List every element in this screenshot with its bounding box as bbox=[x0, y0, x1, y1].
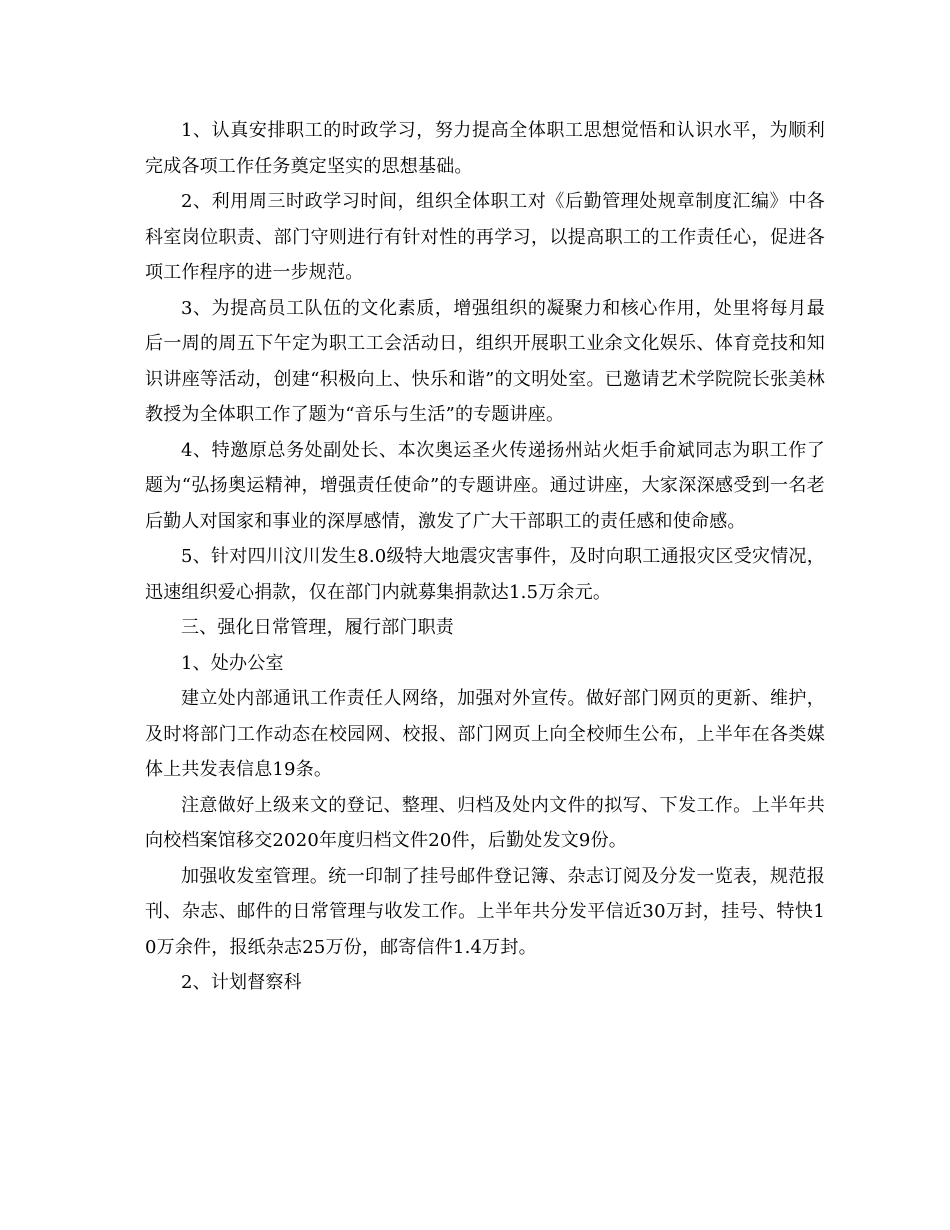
section-heading-3: 三、强化日常管理，履行部门职责 bbox=[181, 617, 454, 638]
paragraph-item-4: 4、特邀原总务处副处长、本次奥运圣火传递扬州站火炬手俞斌同志为职工作了题为“弘扬奥运精神，增强责任使命”的专题讲座。通过讲座，大家深深感受到一名老后勤人对国家和事业的深厚感情，激发了广大干部职工的责任感和使命感。 bbox=[145, 439, 825, 532]
paragraph-item-2: 2、利用周三时政学习时间，组织全体职工对《后勤管理处规章制度汇编》中各科室岗位职责、部门守则进行有针对性的再学习，以提高职工的工作责任心，促进各项工作程序的进一步规范。 bbox=[145, 191, 825, 283]
subsection-heading-planning: 2、计划督察科 bbox=[181, 972, 302, 993]
paragraph-documents: 注意做好上级来文的登记、整理、归档及处内文件的拟写、下发工作。上半年共向校档案馆移交2020年度归档文件20件，后勤处发文9份。 bbox=[145, 794, 825, 851]
paragraph-item-1: 1、认真安排职工的时政学习，努力提高全体职工思想觉悟和认识水平，为顺利完成各项工作任务奠定坚实的思想基础。 bbox=[145, 120, 825, 177]
paragraph-item-3: 3、为提高员工队伍的文化素质，增强组织的凝聚力和核心作用，处里将每月最后一周的周五下午定为职工工会活动日，组织开展职工业余文化娱乐、体育竞技和知识讲座等活动，创建“积极向上、快乐和谐”的文明处室。已邀请艺术学院院长张美林教授为全体职工作了题为“音乐与生活”的专题讲座。 bbox=[145, 297, 825, 425]
document-body bbox=[145, 113, 825, 1001]
subsection-heading-office: 1、处办公室 bbox=[181, 652, 284, 674]
paragraph-communication: 建立处内部通讯工作责任人网络，加强对外宣传。做好部门网页的更新、维护，及时将部门工作动态在校园网、校报、部门网页上向全校师生公布，上半年在各类媒体上共发表信息19条。 bbox=[145, 688, 825, 780]
paragraph-mailroom: 加强收发室管理。统一印制了挂号邮件登记簿、杂志订阅及分发一览表，规范报刊、杂志、邮件的日常管理与收发工作。上半年共分发平信近30万封，挂号、特快10万余件，报纸杂志25万份，邮寄信件1.4万封。 bbox=[145, 865, 825, 958]
paragraph-item-5: 5、针对四川汶川发生8.0级特大地震灾害事件，及时向职工通报灾区受灾情况，迅速组织爱心捐款，仅在部门内就募集捐款达1.5万余元。 bbox=[145, 546, 825, 603]
